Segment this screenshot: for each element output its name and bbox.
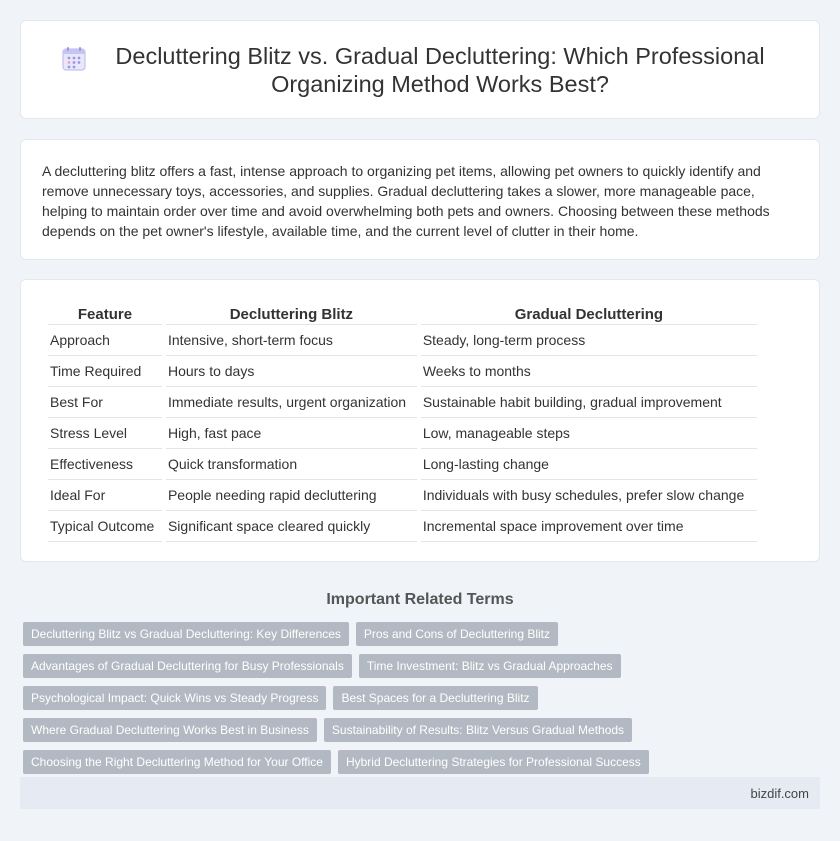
cell-blitz: Hours to days [166, 356, 417, 387]
cell-gradual: Individuals with busy schedules, prefer slow change [421, 480, 757, 511]
cell-feature: Time Required [48, 356, 162, 387]
cell-gradual: Long-lasting change [421, 449, 757, 480]
header-blitz: Decluttering Blitz [166, 300, 417, 325]
cell-gradual: Weeks to months [421, 356, 757, 387]
cell-feature: Best For [48, 387, 162, 418]
related-term-link[interactable]: Decluttering Blitz vs Gradual Decluttering: Key Differences [23, 622, 349, 646]
table-row [48, 356, 757, 387]
cell-feature: Ideal For [48, 480, 162, 511]
table-row [48, 387, 757, 418]
table-row [48, 480, 757, 511]
intro-card [20, 139, 820, 260]
table-header-row [48, 300, 757, 325]
cell-gradual: Incremental space improvement over time [421, 511, 757, 542]
related-term-link[interactable]: Choosing the Right Decluttering Method for Your Office [23, 750, 331, 774]
intro-paragraph: A decluttering blitz offers a fast, intense approach to organizing pet items, allowing pet owners to quickly identify and remove unnecessary toys, accessories, and supplies. Gradual decluttering takes a slower, more manageable pace, helping to maintain order over time and avoid overwhelming both pets and owners. Choosing between these methods depends on the pet owner's lifestyle, available time, and the current level of clutter in their home. [42, 163, 770, 239]
cell-gradual: Sustainable habit building, gradual improvement [421, 387, 757, 418]
page-title: Decluttering Blitz vs. Gradual Decluttering: Which Professional Organizing Method Works Best? [115, 42, 765, 97]
footer [20, 777, 820, 809]
related-term-link[interactable]: Sustainability of Results: Blitz Versus Gradual Methods [324, 718, 632, 742]
cell-blitz: Significant space cleared quickly [166, 511, 417, 542]
comparison-table [44, 300, 761, 542]
cell-blitz: Quick transformation [166, 449, 417, 480]
table-row [48, 511, 757, 542]
cell-feature: Typical Outcome [48, 511, 162, 542]
header-feature: Feature [48, 300, 162, 325]
calendar-grid-icon [61, 46, 87, 72]
table-row [48, 449, 757, 480]
cell-blitz: Immediate results, urgent organization [166, 387, 417, 418]
related-term-link[interactable]: Psychological Impact: Quick Wins vs Steady Progress [23, 686, 326, 710]
related-term-link[interactable]: Advantages of Gradual Decluttering for Busy Professionals [23, 654, 352, 678]
table-row [48, 418, 757, 449]
cell-feature: Effectiveness [48, 449, 162, 480]
cell-feature: Stress Level [48, 418, 162, 449]
related-terms-list [20, 622, 800, 774]
cell-gradual: Low, manageable steps [421, 418, 757, 449]
header-card [20, 20, 820, 119]
cell-feature: Approach [48, 325, 162, 356]
footer-brand-link[interactable]: bizdif.com [750, 785, 809, 801]
cell-gradual: Steady, long-term process [421, 325, 757, 356]
cell-blitz: People needing rapid decluttering [166, 480, 417, 511]
related-term-link[interactable]: Pros and Cons of Decluttering Blitz [356, 622, 558, 646]
cell-blitz: Intensive, short-term focus [166, 325, 417, 356]
related-terms-title: Important Related Terms [326, 591, 514, 608]
related-term-link[interactable]: Time Investment: Blitz vs Gradual Approaches [359, 654, 621, 678]
related-term-link[interactable]: Hybrid Decluttering Strategies for Professional Success [338, 750, 649, 774]
related-term-link[interactable]: Where Gradual Decluttering Works Best in Business [23, 718, 317, 742]
table-row [48, 325, 757, 356]
comparison-card [20, 279, 820, 562]
title-wrap [61, 42, 779, 98]
related-term-link[interactable]: Best Spaces for a Decluttering Blitz [333, 686, 537, 710]
header-gradual: Gradual Decluttering [421, 300, 757, 325]
cell-blitz: High, fast pace [166, 418, 417, 449]
